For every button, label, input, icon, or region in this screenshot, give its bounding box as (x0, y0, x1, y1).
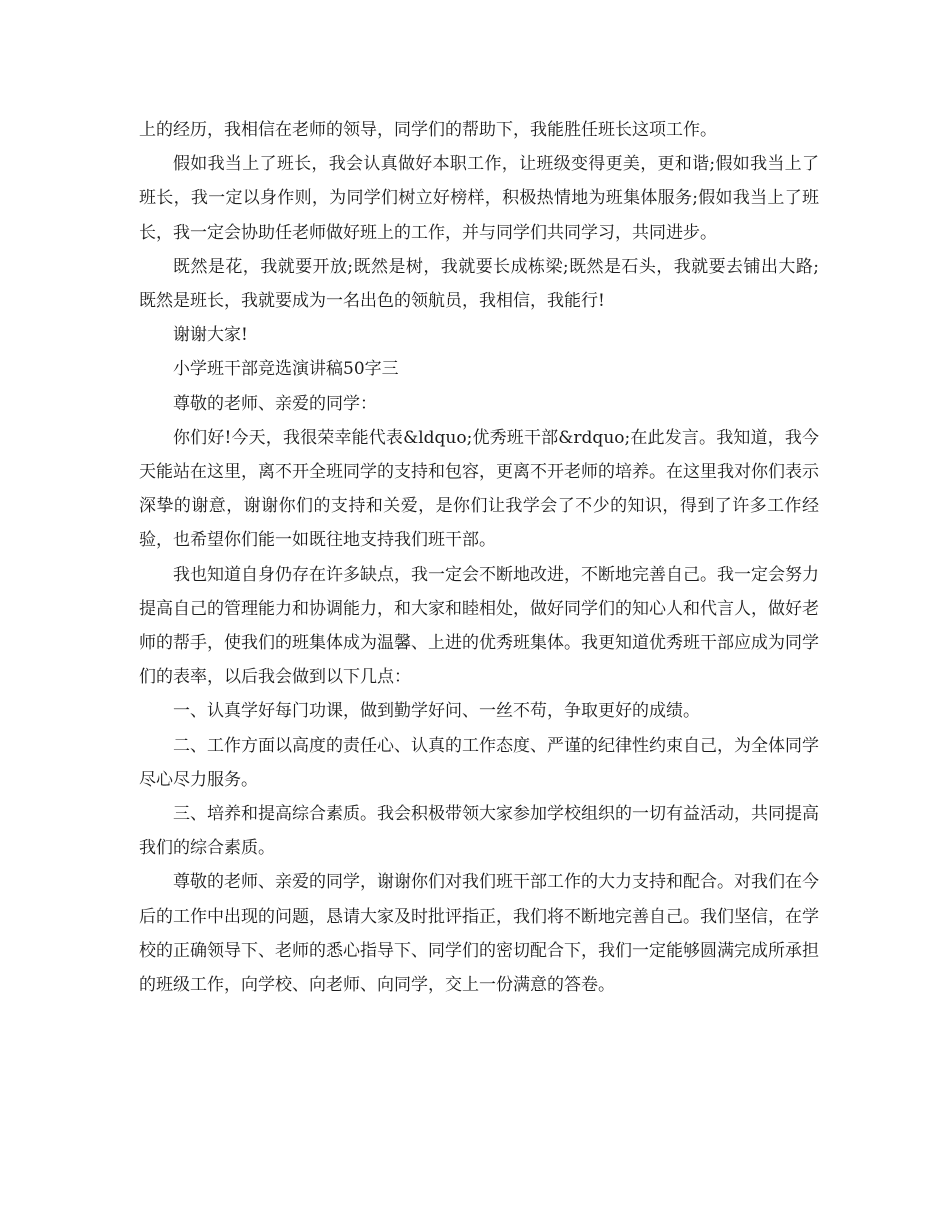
list-item-quality: 三、培养和提高综合素质。我会积极带领大家参加学校组织的一切有益活动，共同提高我们的综合素质。 (139, 804, 819, 859)
section-heading: 小学班干部竞选演讲稿50字三 (173, 359, 399, 380)
list-item-work: 二、工作方面以高度的责任心、认真的工作态度、严谨的纪律性约束自己，为全体同学尽心尽力服务。 (139, 735, 819, 790)
paragraph-salutation: 尊敬的老师、亲爱的同学： (173, 393, 377, 414)
paragraph-shortcomings: 我也知道自身仍存在许多缺点，我一定会不断地改进，不断地完善自己。我一定会努力提高自己的管理能力和协调能力，和大家和睦相处，做好同学们的知心人和代言人，做好老师的帮手，使我们的班集体成为温馨、上进的优秀班集体。我更知道优秀班干部应成为同学们的表率，以后我会做到以下几点： (139, 564, 819, 688)
document-page (139, 113, 819, 1002)
paragraph-flower-tree: 既然是花，我就要开放;既然是树，我就要长成栋梁;既然是石头，我就要去铺出大路;既然是班长，我就要成为一名出色的领航员，我相信，我能行! (139, 256, 819, 312)
paragraph-if-monitor: 假如我当上了班长，我会认真做好本职工作，让班级变得更美，更和谐;假如我当上了班长，我一定以身作则，为同学们树立好榜样，积极热情地为班集体服务;假如我当上了班长，我一定会协助任老师做好班上的工作，并与同学们共同学习，共同进步。 (139, 154, 819, 243)
paragraph-thanks: 谢谢大家! (173, 325, 248, 346)
list-item-study: 一、认真学好每门功课，做到勤学好问、一丝不苟，争取更好的成绩。 (173, 701, 700, 722)
paragraph-greeting: 你们好!今天，我很荣幸能代表&ldquo;优秀班干部&rdquo;在此发言。我知道，我今天能站在这里，离不开全班同学的支持和包容，更离不开老师的培养。在这里我对你们表示深挚的谢意，谢谢你们的支持和关爱，是你们让我学会了不少的知识，得到了许多工作经验，也希望你们能一如既往地支持我们班干部。 (139, 427, 819, 551)
paragraph-closing: 尊敬的老师、亲爱的同学，谢谢你们对我们班干部工作的大力支持和配合。对我们在今后的工作中出现的问题，恳请大家及时批评指正，我们将不断地完善自己。我们坚信，在学校的正确领导下、老师的悉心指导下、同学们的密切配合下，我们一定能够圆满完成所承担的班级工作，向学校、向老师、向同学，交上一份满意的答卷。 (139, 872, 819, 996)
paragraph-continuation: 上的经历，我相信在老师的领导，同学们的帮助下，我能胜任班长这项工作。 (139, 120, 717, 140)
